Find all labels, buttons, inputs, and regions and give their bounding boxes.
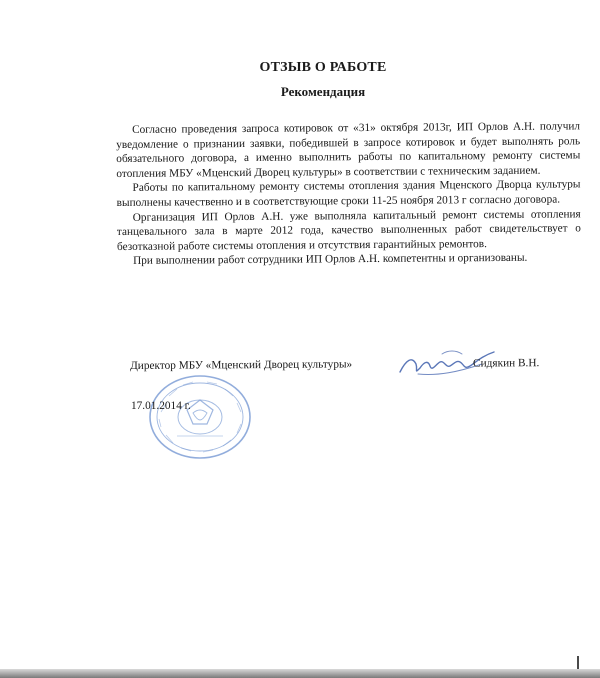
document-date: 17.01.2014 г.	[131, 400, 191, 412]
paragraph-4: При выполнении работ сотрудники ИП Орлов А.Н. компетентны и организованы.	[133, 252, 528, 268]
signatory-name: Сидякин В.Н.	[472, 357, 540, 370]
scan-bottom-edge	[0, 669, 600, 678]
document-body	[116, 119, 581, 269]
paragraph-2: Работы по капитальному ремонту системы отопления здания Мценского Дворца культуры выполнены качественно и в соответствующие сроки 11-25 ноября 2013 г согласно договора.	[116, 178, 581, 209]
round-stamp-icon	[147, 372, 257, 462]
document-subtitle: Рекомендация	[280, 84, 366, 99]
document-title: ОТЗЫВ О РАБОТЕ	[259, 60, 387, 75]
paragraph-1: Согласно проведения запроса котировок от «31» октября 2013г, ИП Орлов А.Н. получил уведомление о признании заявки, победившей в запросе котировок и будет выполнять роль обязательного договора, а именно выполнить работы по капитальному ремонту системы отопления МБУ «Мценский Дворец культуры» в соответствии с техническим заданием.	[116, 120, 581, 180]
signature-block	[130, 357, 570, 372]
paragraph-3: Организация ИП Орлов А.Н. уже выполняла капитальный ремонт системы отопления танцевального зала в марте 2012 года, качество выполненных работ свидетельствует о безотказной работе системы отопления и отсутствия гарантийных ремонтов.	[116, 207, 581, 253]
signatory-position: Директор МБУ «Мценский Дворец культуры»	[130, 358, 353, 372]
